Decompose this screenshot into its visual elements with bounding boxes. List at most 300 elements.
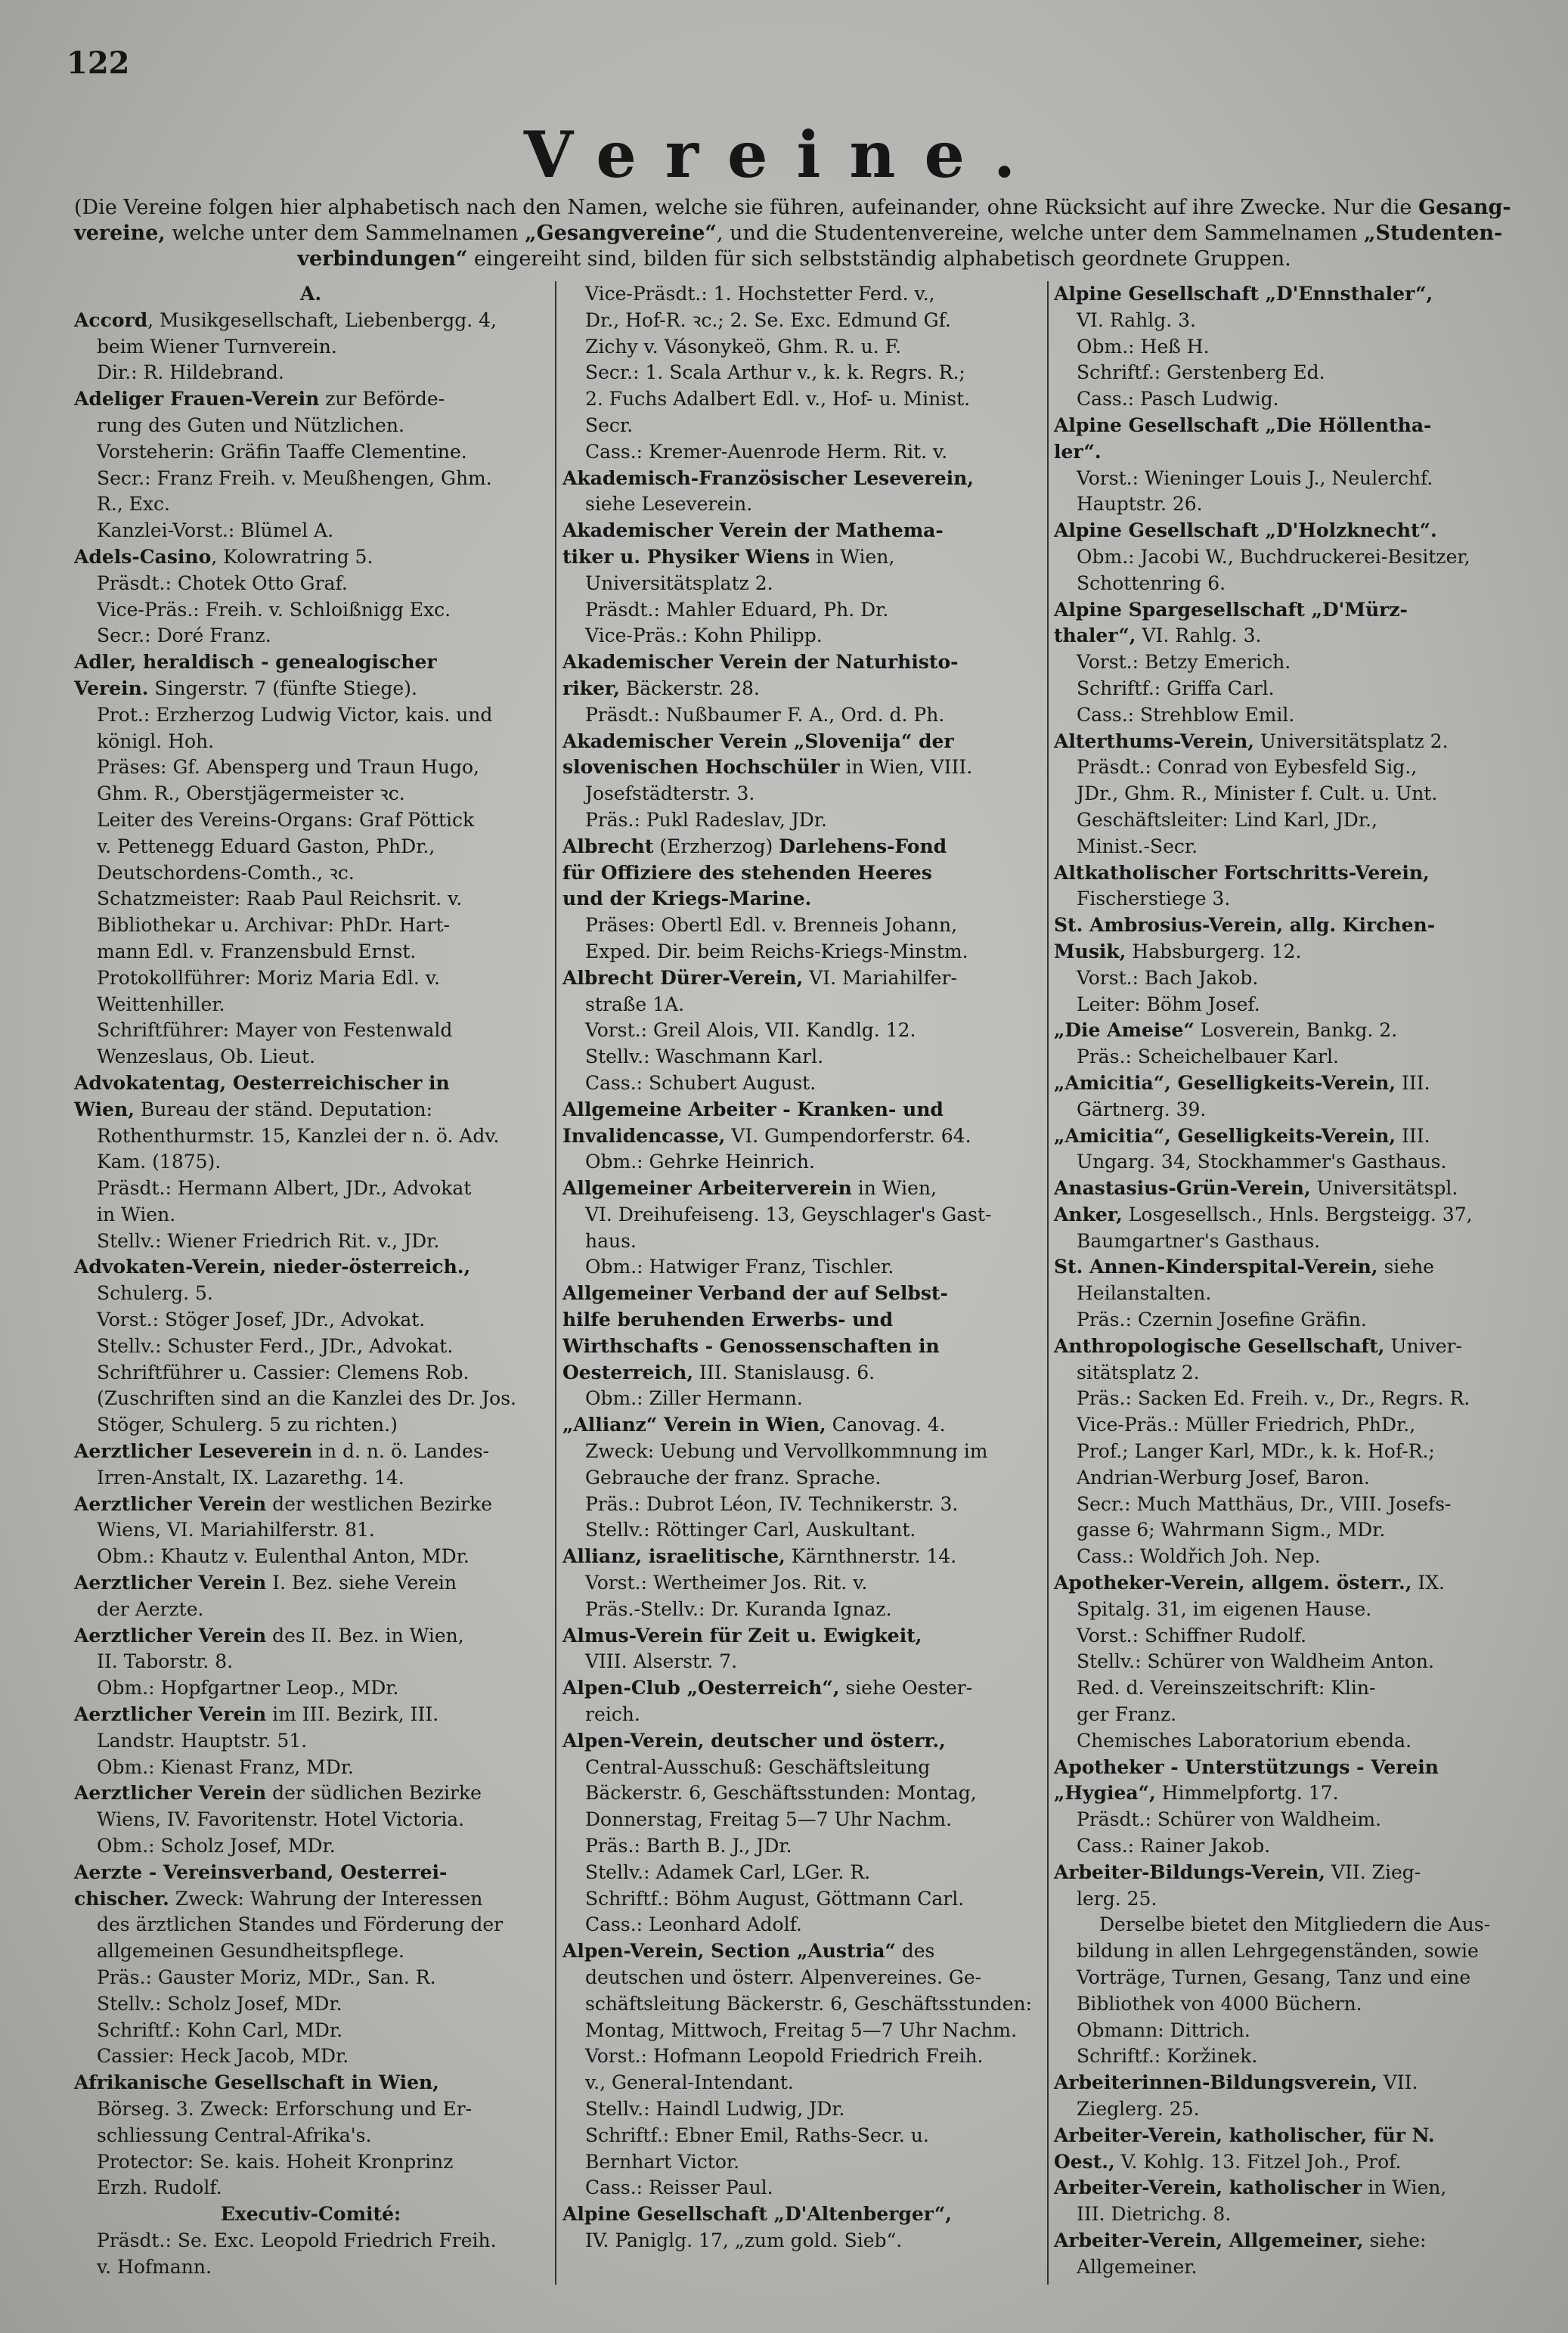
text: Prot.: Erzherzog Ludwig Victor, kais. und	[97, 703, 493, 726]
text: reich.	[585, 1703, 640, 1726]
text: in Wien,	[1362, 2177, 1447, 2199]
text: königl. Hoh.	[97, 730, 215, 752]
entry-detail-line	[562, 1570, 1040, 1597]
text: Obm.: Hatwiger Franz, Tischler.	[585, 1256, 894, 1278]
text: VI. Mariahilfer-	[803, 966, 957, 989]
text: Montag, Mittwoch, Freitag 5—7 Uhr Nachm.	[585, 2019, 1018, 2041]
entry-detail-line	[1054, 834, 1514, 860]
text: Schriftf.: Kohn Carl, MDr.	[97, 2019, 343, 2041]
entry-heading-line	[562, 1938, 1040, 1965]
text: , und die Studentenvereine, welche unter dem Sammelnamen	[716, 222, 1364, 245]
text: Präs.: Pukl Radeslav, JDr.	[585, 808, 827, 831]
entry-detail-line	[1054, 1517, 1514, 1544]
text: V. Kohlg. 13. Fitzel Joh., Prof.	[1114, 2150, 1402, 2173]
column-divider	[555, 281, 556, 2285]
entry-heading-line	[1054, 2070, 1514, 2096]
entry-detail-line	[562, 623, 1040, 649]
entry-heading-line	[562, 1623, 1040, 1650]
text: Vorst.: Bach Jakob.	[1077, 966, 1259, 989]
association-name: slovenischen Hochschüler	[562, 756, 840, 779]
entry-detail-line	[562, 1149, 1040, 1176]
text: v. Hofmann.	[97, 2255, 212, 2278]
text: VI. Rahlg. 3.	[1077, 308, 1196, 331]
association-name: Advokatentag, Oesterreichischer in	[74, 1071, 450, 1094]
text: Schulerg. 5.	[97, 1282, 213, 1305]
text: Cass.: Leonhard Adolf.	[585, 1913, 802, 1936]
entry-detail-line	[562, 1649, 1040, 1675]
entry-detail-line	[562, 1702, 1040, 1728]
association-name: Wien,	[74, 1098, 135, 1120]
association-name: Verein.	[74, 677, 149, 699]
text: v. Pettenegg Eduard Gaston, PhDr.,	[97, 835, 435, 857]
entry-detail-line	[562, 360, 1040, 386]
text: straße 1A.	[585, 993, 685, 1015]
entry-detail-line	[562, 1439, 1040, 1465]
text: Schriftf.: Ebner Emil, Raths-Secr. u.	[585, 2124, 929, 2146]
text: Präsdt.: Conrad von Eybesfeld Sig.,	[1077, 756, 1418, 779]
entry-detail-line	[562, 281, 1040, 308]
entry-detail-line	[74, 1675, 547, 1702]
association-name: Allgemeine Arbeiter - Kranken- und	[562, 1098, 944, 1120]
entry-detail-line	[562, 2175, 1040, 2201]
association-name: Alpine Gesellschaft „D'Altenberger“,	[562, 2203, 952, 2226]
text: Hauptstr. 26.	[1077, 493, 1203, 516]
text: IX.	[1412, 1572, 1445, 1594]
association-name: Allianz, israelitische,	[562, 1545, 786, 1568]
text: Vorträge, Turnen, Gesang, Tanz und eine	[1077, 1966, 1471, 1988]
entry-heading-line	[562, 729, 1040, 755]
entry-detail-line	[1054, 1439, 1514, 1465]
text: (Erzherzog)	[653, 835, 779, 857]
text: rung des Guten und Nützlichen.	[97, 414, 404, 436]
entry-detail-line	[562, 1755, 1040, 1781]
entry-heading-line	[562, 1412, 1040, 1439]
entry-detail-line	[562, 1018, 1040, 1044]
association-name: Albrecht Dürer-Verein,	[562, 966, 804, 989]
entry-heading-line	[74, 1070, 547, 1097]
bold-text: Gesang-	[1418, 196, 1511, 219]
entry-detail-line	[74, 754, 547, 781]
entry-heading-line	[1054, 1860, 1514, 1886]
text: im III. Bezirk, III.	[266, 1703, 439, 1726]
entry-detail-line	[562, 1833, 1040, 1860]
text: Präs.: Barth B. J., JDr.	[585, 1835, 792, 1857]
text: Losverein, Bankg. 2.	[1194, 1019, 1398, 1042]
text: III. Stanislausg. 6.	[693, 1361, 875, 1383]
text: mann Edl. v. Franzensbuld Ernst.	[97, 940, 417, 962]
text: Cass.: Reisser Paul.	[585, 2177, 773, 2199]
entry-heading-line	[562, 1123, 1040, 1150]
entry-detail-line	[74, 1176, 547, 1202]
association-name: Aerztlicher Leseverein	[74, 1440, 313, 1463]
text: siehe Oester-	[839, 1677, 973, 1699]
text: Cass.: Rainer Jakob.	[1077, 1835, 1271, 1857]
entry-detail-line	[74, 1991, 547, 2018]
text: Red. d. Vereinszeitschrift: Klin-	[1077, 1677, 1376, 1699]
text: Rothenthurmstr. 15, Kanzlei der n. ö. Adv.	[97, 1124, 500, 1147]
entry-heading-line	[74, 676, 547, 702]
text: Obm.: Scholz Josef, MDr.	[97, 1835, 336, 1857]
entry-heading-line	[1054, 281, 1514, 308]
text: Exped. Dir. beim Reichs-Kriegs-Minstm.	[585, 940, 968, 962]
text: Bibliothek von 4000 Büchern.	[1077, 1992, 1362, 2015]
entry-detail-line	[74, 2175, 547, 2201]
entry-heading-line	[74, 1254, 547, 1281]
text: Irren-Anstalt, IX. Lazarethg. 14.	[97, 1466, 404, 1489]
entry-detail-line	[74, 623, 547, 649]
entry-detail-line	[74, 413, 547, 439]
text: Secr.: Franz Freih. v. Meußhengen, Ghm.	[97, 466, 492, 489]
text: Universitätsplatz 2.	[1253, 730, 1449, 752]
text: Schriftf.: Böhm August, Göttmann Carl.	[585, 1887, 965, 1910]
text: VII.	[1377, 2071, 1418, 2094]
entry-detail-line	[562, 1044, 1040, 1070]
column-divider	[1047, 281, 1049, 2285]
entry-heading-line	[562, 1728, 1040, 1755]
text: Präses: Gf. Abensperg und Traun Hugo,	[97, 756, 479, 779]
text: des ärztlichen Standes und Förderung der	[97, 1913, 504, 1936]
text: Cass.: Woldřich Joh. Nep.	[1077, 1545, 1321, 1568]
entry-heading-line	[1054, 1570, 1514, 1597]
text: Executiv-Comité:	[220, 2203, 401, 2226]
text: siehe:	[1363, 2229, 1427, 2251]
entry-detail-line	[1054, 1807, 1514, 1833]
entry-detail-line	[1054, 1097, 1514, 1123]
text: III. Dietrichg. 8.	[1077, 2203, 1232, 2226]
entry-detail-line	[562, 702, 1040, 729]
association-name: Accord	[74, 308, 148, 331]
text: in d. n. ö. Landes-	[312, 1440, 490, 1463]
association-name: St. Ambrosius-Verein, allg. Kirchen-	[1054, 914, 1436, 937]
text: Leiter des Vereins-Organs: Graf Pöttick	[97, 808, 475, 831]
entry-detail-line	[1054, 1044, 1514, 1070]
text: Vice-Präs.: Freih. v. Schloißnigg Exc.	[97, 598, 451, 621]
entry-detail-line	[1054, 1597, 1514, 1623]
text: Vorst.: Betzy Emerich.	[1077, 651, 1291, 674]
text: Vice-Präsdt.: 1. Hochstetter Ferd. v.,	[585, 283, 935, 305]
text: , Musikgesellschaft, Liebenbergg. 4,	[147, 308, 497, 331]
entry-detail-line	[1054, 1281, 1514, 1307]
text: Präsdt.: Schürer von Waldheim.	[1077, 1808, 1382, 1831]
entry-detail-line	[562, 2123, 1040, 2149]
entry-heading-line	[1054, 1254, 1514, 1281]
entry-detail-line	[74, 1202, 547, 1228]
entry-detail-line	[74, 965, 547, 992]
text: Stöger, Schulerg. 5 zu richten.)	[97, 1414, 398, 1436]
text: allgemeinen Gesundheitspflege.	[97, 1940, 404, 1963]
text: Schatzmeister: Raab Paul Reichsrit. v.	[97, 888, 463, 910]
text: JDr., Ghm. R., Minister f. Cult. u. Unt.	[1077, 782, 1438, 805]
text: Stellv.: Adamek Carl, LGer. R.	[585, 1861, 871, 1883]
entry-heading-line	[74, 1886, 547, 1913]
text: Präsdt.: Se. Exc. Leopold Friedrich Freih.	[97, 2229, 497, 2251]
text: Bibliothekar u. Archivar: PhDr. Hart-	[97, 914, 450, 937]
association-name: „Amicitia“, Geselligkeits-Verein,	[1054, 1071, 1396, 1094]
text: eingereiht sind, bilden für sich selbstständig alphabetisch geordnete Gruppen.	[467, 247, 1291, 271]
entry-detail-line	[1054, 1492, 1514, 1518]
text: Präs.: Gauster Moriz, MDr., San. R.	[97, 1966, 436, 1988]
entry-heading-line	[1054, 1755, 1514, 1781]
text: (Die Vereine folgen hier alphabetisch nach den Namen, welche sie führen, aufeinander, ohne Rücksicht auf ihre Zwecke. Nur die	[74, 196, 1418, 219]
association-name: Akademischer Verein der Mathema-	[562, 519, 944, 542]
entry-detail-line	[562, 1228, 1040, 1255]
intro-line	[74, 221, 1514, 246]
entry-detail-line	[74, 1517, 547, 1544]
text: Vorst.: Greil Alois, VII. Kandlg. 12.	[585, 1019, 916, 1042]
association-name: Anastasius-Grün-Verein,	[1054, 1177, 1311, 1200]
association-name: Alpine Gesellschaft „D'Holzknecht“.	[1054, 519, 1437, 542]
text: Präsdt.: Nußbaumer F. A., Ord. d. Ph.	[585, 703, 945, 726]
association-name: für Offiziere des stehenden Heeres	[562, 861, 932, 884]
text: in Wien,	[851, 1177, 937, 1200]
entry-detail-line	[74, 334, 547, 361]
entry-heading-line	[1054, 1018, 1514, 1044]
entry-detail-line	[74, 992, 547, 1018]
association-name: chischer.	[74, 1887, 169, 1910]
text: Präs.: Dubrot Léon, IV. Technikerstr. 3.	[585, 1492, 959, 1515]
association-name: „Hygiea“,	[1054, 1782, 1156, 1805]
entry-detail-line	[74, 360, 547, 386]
entry-detail-line	[1054, 2043, 1514, 2070]
text: Bäckerstr. 6, Geschäftsstunden: Montag,	[585, 1782, 977, 1805]
entry-detail-line	[74, 1597, 547, 1623]
entry-detail-line	[74, 2096, 547, 2123]
entry-heading-line	[1054, 623, 1514, 649]
text: Zweck: Uebung und Vervollkommnung im	[585, 1440, 988, 1463]
association-name: Arbeiter-Verein, katholischer	[1054, 2177, 1362, 2199]
entry-heading-line	[1054, 2149, 1514, 2176]
text: zur Beförde-	[319, 388, 445, 411]
entry-heading-line	[1054, 729, 1514, 755]
text: Schriftf.: Griffa Carl.	[1077, 677, 1275, 699]
entry-detail-line	[562, 571, 1040, 597]
entry-detail-line	[562, 1860, 1040, 1886]
text: III.	[1396, 1071, 1430, 1094]
entry-detail-line	[74, 1833, 547, 1860]
association-name: Apotheker - Unterstützungs - Verein	[1054, 1755, 1439, 1778]
association-name: Adeliger Frauen-Verein	[74, 388, 320, 411]
text: Wenzeslaus, Ob. Lieut.	[97, 1046, 315, 1068]
association-name: Aerztlicher Verein	[74, 1624, 267, 1647]
text: Wiens, VI. Mariahilferstr. 81.	[97, 1519, 375, 1541]
entry-heading-line	[562, 1360, 1040, 1386]
entry-detail-line	[74, 1149, 547, 1176]
entry-paragraph	[1054, 1912, 1514, 1938]
text: Stellv.: Waschmann Karl.	[585, 1046, 824, 1068]
text: Präsdt.: Chotek Otto Graf.	[97, 572, 348, 594]
text: R., Exc.	[97, 493, 170, 516]
entry-detail-line	[562, 781, 1040, 807]
text: Stellv.: Schürer von Waldheim Anton.	[1077, 1650, 1434, 1673]
association-name: Alpine Gesellschaft „D'Ennsthaler“,	[1054, 283, 1433, 305]
text: Börseg. 3. Zweck: Erforschung und Er-	[97, 2097, 473, 2120]
association-name: Adels-Casino	[74, 545, 212, 568]
entry-heading-line	[562, 1281, 1040, 1307]
entry-heading-line	[1054, 939, 1514, 965]
entry-detail-line	[74, 2123, 547, 2149]
entry-detail-line	[1054, 360, 1514, 386]
text: Dr., Hof-R. ꝛc.; 2. Se. Exc. Edmund Gf.	[585, 308, 951, 331]
text: VIII. Alserstr. 7.	[585, 1650, 738, 1673]
entry-detail-line	[1054, 1623, 1514, 1650]
text: Präsdt.: Hermann Albert, JDr., Advokat	[97, 1177, 472, 1200]
text: beim Wiener Turnverein.	[97, 335, 337, 358]
section-heading	[74, 281, 547, 308]
text: siehe	[1377, 1256, 1434, 1278]
association-name: „Die Ameise“	[1054, 1019, 1195, 1042]
text: Schottenring 6.	[1077, 572, 1226, 594]
entry-detail-line	[74, 439, 547, 466]
text: Obm.: Heß H.	[1077, 335, 1210, 358]
entry-detail-line	[74, 2254, 547, 2281]
text: Bureau der ständ. Deputation:	[134, 1098, 433, 1120]
entry-detail-line	[562, 491, 1040, 518]
entry-detail-line	[562, 939, 1040, 965]
text: Andrian-Werburg Josef, Baron.	[1077, 1466, 1370, 1489]
text: VI. Rahlg. 3.	[1136, 624, 1262, 647]
text: Obmann: Dittrich.	[1077, 2019, 1250, 2041]
entry-heading-line	[562, 1176, 1040, 1202]
text: Protokollführer: Moriz Maria Edl. v.	[97, 966, 440, 989]
entry-heading-line	[562, 965, 1040, 992]
text: gasse 6; Wahrmann Sigm., MDr.	[1077, 1519, 1386, 1541]
association-name: Advokaten-Verein, nieder-österreich.,	[74, 1256, 471, 1278]
entry-detail-line	[74, 466, 547, 492]
text: Heilanstalten.	[1077, 1282, 1212, 1305]
text: Schriftführer: Mayer von Festenwald	[97, 1019, 453, 1042]
text: II. Taborstr. 8.	[97, 1650, 234, 1673]
association-name: Darlehens-Fond	[779, 835, 947, 857]
association-name: Wirthschafts - Genossenschaften in	[562, 1334, 940, 1357]
entry-detail-line	[1054, 807, 1514, 834]
entry-detail-line	[562, 2228, 1040, 2254]
text: Donnerstag, Freitag 5—7 Uhr Nachm.	[585, 1808, 953, 1831]
text: Stellv.: Röttinger Carl, Auskultant.	[585, 1519, 916, 1541]
entry-detail-line	[562, 413, 1040, 439]
text: Stellv.: Schuster Ferd., JDr., Advokat.	[97, 1334, 454, 1357]
entry-heading-line	[562, 466, 1040, 492]
text: in Wien.	[97, 1203, 176, 1225]
entry-detail-line	[562, 1517, 1040, 1544]
text: Obm.: Kienast Franz, MDr.	[97, 1755, 354, 1778]
entry-heading-line	[74, 1702, 547, 1728]
text: Universitätsplatz 2.	[585, 572, 773, 594]
entry-detail-line	[1054, 886, 1514, 912]
text: Secr.: Much Matthäus, Dr., VIII. Josefs-	[1077, 1492, 1452, 1515]
entry-detail-line	[1054, 781, 1514, 807]
bold-text: verbindungen“	[297, 247, 468, 271]
entry-detail-line	[562, 1070, 1040, 1097]
text: Singerstr. 7 (fünfte Stiege).	[148, 677, 417, 699]
entry-detail-line	[1054, 386, 1514, 413]
entry-detail-line	[1054, 491, 1514, 518]
entry-detail-line	[1054, 1833, 1514, 1860]
entry-detail-line	[74, 2228, 547, 2254]
entry-heading-line	[562, 1675, 1040, 1702]
entry-heading-line	[562, 518, 1040, 544]
entry-detail-line	[562, 334, 1040, 361]
text: schäftsleitung Bäckerstr. 6, Geschäftsstunden:	[585, 1992, 1033, 2015]
association-name: tiker u. Physiker Wiens	[562, 545, 810, 568]
text: ger Franz.	[1077, 1703, 1177, 1726]
text: Cass.: Pasch Ludwig.	[1077, 388, 1279, 411]
column-2	[562, 281, 1040, 2254]
entry-heading-line	[1054, 439, 1514, 466]
text: Derselbe bietet den Mitgliedern die Aus-	[1099, 1913, 1491, 1936]
entry-detail-line	[1054, 1991, 1514, 2018]
association-name: riker,	[562, 677, 620, 699]
text: Deutschordens-Comth., ꝛc.	[97, 861, 355, 884]
entry-detail-line	[562, 386, 1040, 413]
text: Schriftf.: Koržinek.	[1077, 2045, 1258, 2068]
entry-heading-line	[74, 1097, 547, 1123]
column-1	[74, 281, 547, 2281]
text: Losgesellsch., Hnls. Bergsteigg. 37,	[1122, 1203, 1473, 1225]
association-name: Oest.,	[1054, 2150, 1115, 2173]
entry-heading-line	[74, 1570, 547, 1597]
entry-detail-line	[74, 1386, 547, 1412]
association-name: „Amicitia“, Geselligkeits-Verein,	[1054, 1124, 1396, 1147]
text: sitätsplatz 2.	[1077, 1361, 1200, 1383]
association-name: hilfe beruhenden Erwerbs- und	[562, 1309, 894, 1331]
entry-detail-line	[562, 1465, 1040, 1492]
text: Kanzlei-Vorst.: Blümel A.	[97, 519, 334, 542]
entry-heading-line	[562, 886, 1040, 912]
text: Obm.: Hopfgartner Leop., MDr.	[97, 1677, 399, 1699]
association-name: Alpine Spargesellschaft „D'Mürz-	[1054, 598, 1408, 621]
text: Bäckerstr. 28.	[619, 677, 760, 699]
text: Gebrauche der franz. Sprache.	[585, 1466, 882, 1489]
entry-detail-line	[1054, 2096, 1514, 2123]
text: Obm.: Gehrke Heinrich.	[585, 1151, 815, 1173]
text: Josefstädterstr. 3.	[585, 782, 755, 805]
entry-detail-line	[1054, 992, 1514, 1018]
association-name: Allgemeiner Arbeiterverein	[562, 1177, 852, 1200]
association-name: Afrikanische Gesellschaft in Wien,	[74, 2071, 439, 2094]
entry-detail-line	[74, 597, 547, 624]
text: Ghm. R., Oberstjägermeister ꝛc.	[97, 782, 405, 805]
association-name: Oesterreich,	[562, 1361, 694, 1383]
text: welche unter dem Sammelnamen	[165, 222, 525, 245]
entry-detail-line	[74, 860, 547, 887]
intro-paragraph	[74, 195, 1514, 272]
entry-detail-line	[1054, 1307, 1514, 1334]
text: Vorst.: Schiffner Rudolf.	[1077, 1624, 1307, 1647]
section-heading	[74, 2201, 547, 2228]
text: Schriftf.: Gerstenberg Ed.	[1077, 361, 1325, 384]
bold-text: „Gesangvereine“	[525, 222, 717, 245]
entry-detail-line	[1054, 571, 1514, 597]
entry-detail-line	[1054, 1938, 1514, 1965]
text: Minist.-Secr.	[1077, 835, 1198, 857]
entry-detail-line	[1054, 2254, 1514, 2281]
entry-detail-line	[1054, 466, 1514, 492]
association-name: Akademisch-Französischer Leseverein,	[562, 466, 975, 489]
text: Kam. (1875).	[97, 1151, 222, 1173]
text: Cass.: Strehblow Emil.	[1077, 703, 1295, 726]
intro-line	[74, 246, 1514, 272]
bold-text: „Studenten-	[1363, 222, 1503, 245]
entry-detail-line	[1054, 2201, 1514, 2228]
text: lerg. 25.	[1077, 1887, 1157, 1910]
text: siehe Leseverein.	[585, 493, 753, 516]
entry-detail-line	[1054, 1649, 1514, 1675]
text: Central-Ausschuß: Geschäftsleitung	[585, 1755, 931, 1778]
entry-detail-line	[74, 2149, 547, 2176]
text: Obm.: Khautz v. Eulenthal Anton, MDr.	[97, 1545, 469, 1568]
entry-detail-line	[1054, 2018, 1514, 2044]
entry-detail-line	[562, 439, 1040, 466]
